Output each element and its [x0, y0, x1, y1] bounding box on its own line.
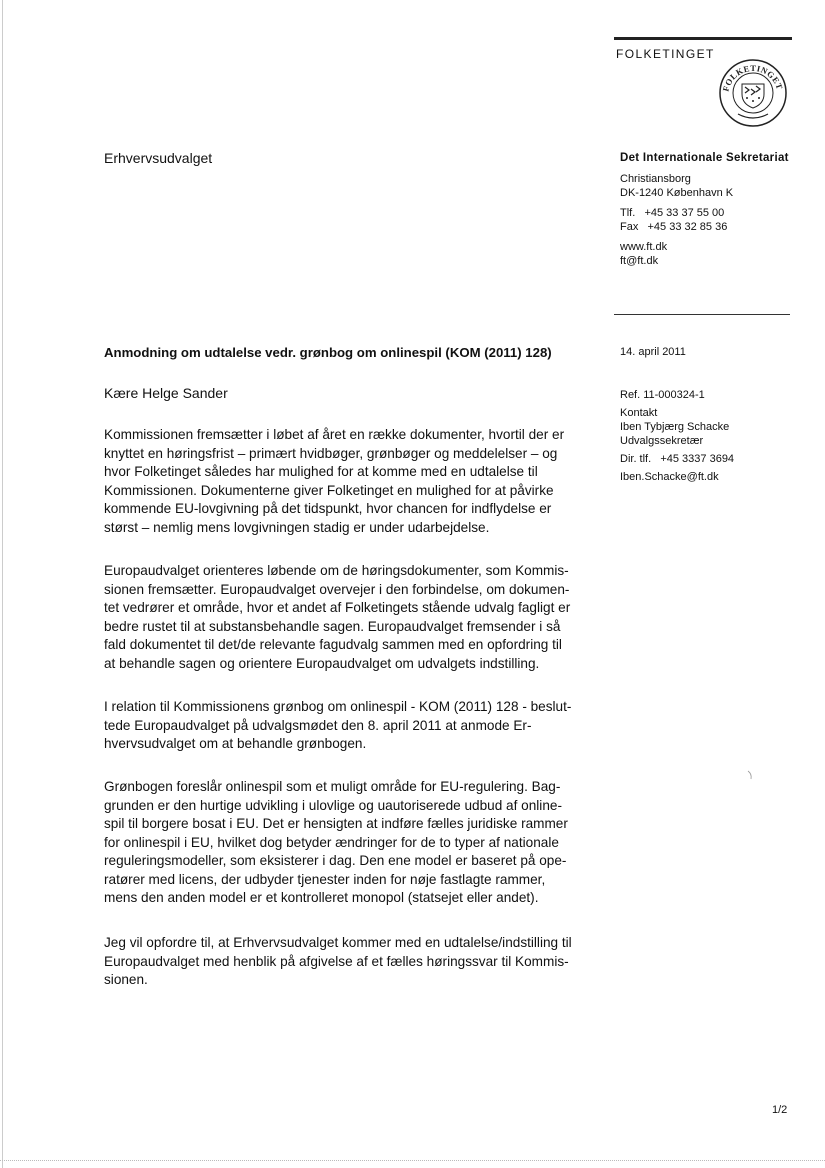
paragraph-line: sionen.: [104, 972, 148, 987]
paragraph-line: mens den anden model er et kontrolleret monopol (statsejet eller andet).: [104, 890, 539, 905]
scan-edge-line: [2, 0, 3, 1168]
paragraph-line: bedre rustet til at substansbehandle sagen. Europaudvalget fremsender i så: [104, 618, 561, 634]
paragraph-line: Europaudvalget med henblik på afgivelse af et fælles høringssvar til Kommis-: [104, 953, 569, 969]
page-bottom-edge: [0, 1160, 825, 1162]
paragraph-line: knyttet en høringsfrist – primært hvidbøger, grønbøger og meddelelser – og: [104, 445, 558, 461]
paragraph-line: sionen fremsætter. Europaudvalget overvejer i den forbindelse, om dokumen-: [104, 581, 570, 597]
paragraph-line: ratører med licens, der udbyder tjenester inden for nøje fastlagte rammer,: [104, 871, 546, 887]
fax-line: Fax +45 33 32 85 36: [620, 221, 728, 233]
paragraph-line: hvervsudvalget om at behandle grønbogen.: [104, 736, 367, 751]
reference-block: [620, 388, 734, 484]
paragraph: [104, 562, 584, 673]
paragraph-line: hvor Folketinget således har mulighed for at komme med en udtalelse til: [104, 464, 538, 479]
svg-text:FOLKETINGET: FOLKETINGET: [720, 62, 786, 93]
reference-number: Ref. 11-000324-1: [620, 389, 705, 401]
address-line: Christiansborg: [620, 173, 691, 185]
contact-label: Kontakt: [620, 407, 658, 419]
paragraph-line: I relation til Kommissionens grønbog om onlinespil - KOM (2011) 128 - beslut-: [104, 699, 572, 714]
phone-block: [620, 206, 727, 234]
paragraph-line: Kommissionen. Dokumenterne giver Folketinget en mulighed for at påvirke: [104, 482, 554, 498]
paragraph-line: grunden er den hurtige udvikling i ulovlige og uautoriserede udbud af online-: [104, 797, 562, 813]
sidebar-rule: [614, 314, 790, 315]
email-link[interactable]: ft@ft.dk: [620, 255, 659, 267]
secretariat-name: Det Internationale Sekretariat: [620, 152, 789, 164]
paragraph-line: tet vedrører et område, hvor et andet af Folketingets stående udvalg fagligt er: [104, 600, 571, 615]
page-number: 1/2: [772, 1104, 788, 1116]
letter-subject: Anmodning om udtalelse vedr. grønbog om onlinespil (KOM (2011) 128): [104, 345, 552, 360]
paragraph-line: tede Europaudvalget på udvalgsmødet den 8. april 2011 at anmode Er-: [104, 717, 532, 733]
paragraph-line: Europaudvalget orienteres løbende om de høringsdokumenter, som Kommis-: [104, 563, 569, 578]
folketinget-seal-icon: [718, 58, 788, 128]
paragraph-line: kommende EU-lovgivning på det tidspunkt, hvor chancen for indflydelse er: [104, 501, 552, 516]
paragraph-line: fald dokumentet til det/de relevante fagudvalg sammen med en opfordring til: [104, 637, 562, 652]
web-block: [620, 240, 667, 268]
paragraph: [104, 778, 584, 908]
letter-date: 14. april 2011: [620, 346, 686, 358]
paragraph: [104, 426, 584, 537]
paragraph-line: Grønbogen foreslår onlinespil som et muligt område for EU-regulering. Bag-: [104, 779, 561, 794]
contact-email-link[interactable]: Iben.Schacke@ft.dk: [620, 471, 719, 483]
address-line: DK-1240 København K: [620, 187, 734, 199]
contact-name: Iben Tybjærg Schacke: [620, 421, 730, 433]
paragraph-line: reguleringsmodeller, som eksisterer i dag. Den ene model er baseret på ope-: [104, 853, 567, 868]
paragraph: [104, 698, 584, 754]
contact-title: Udvalgssekretær: [620, 435, 704, 447]
website-link[interactable]: www.ft.dk: [620, 241, 668, 253]
salutation: Kære Helge Sander: [104, 385, 228, 401]
paragraph-line: at behandle sagen og orientere Europaudvalget om udvalgets indstilling.: [104, 655, 540, 671]
header-rule: [614, 37, 792, 40]
paragraph-line: spil til borgere bosat i EU. Det er hensigten at indføre fælles juridiske rammer: [104, 816, 568, 831]
org-name: FOLKETINGET: [616, 47, 715, 61]
recipient: Erhvervsudvalget: [104, 150, 213, 166]
direct-phone: Dir. tlf. +45 3337 3694: [620, 453, 735, 465]
paragraph-line: størst – nemlig mens lovgivningen stadig er under udarbejdelse.: [104, 519, 490, 535]
scan-mark-icon: [747, 770, 753, 780]
paragraph-line: for onlinespil i EU, hvilket dog betyder ændringer for de to typer af nationale: [104, 834, 559, 850]
phone-line: Tlf. +45 33 37 55 00: [620, 207, 725, 219]
paragraph-line: Kommissionen fremsætter i løbet af året en række dokumenter, hvortil der er: [104, 427, 565, 442]
paragraph: [104, 934, 584, 990]
paragraph-line: Jeg vil opfordre til, at Erhvervsudvalget kommer med en udtalelse/indstilling til: [104, 935, 572, 950]
address-block: [620, 172, 733, 200]
